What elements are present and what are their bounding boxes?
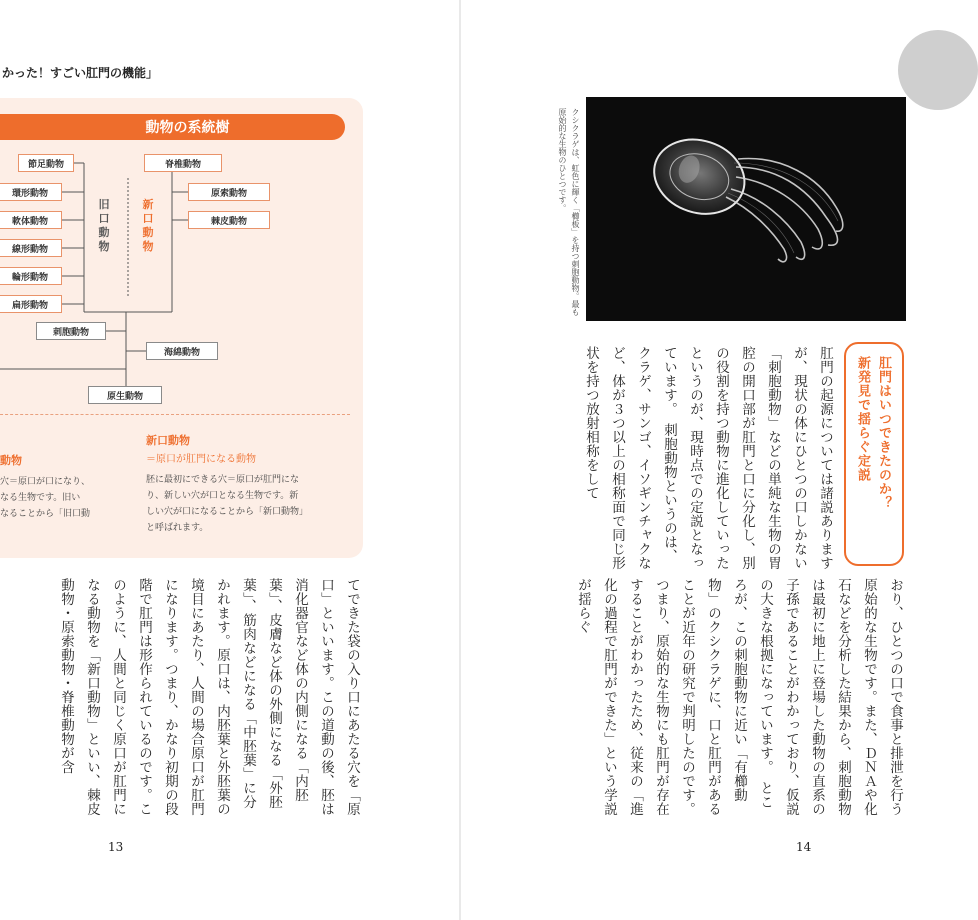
left-note-title: 動物 — [0, 454, 22, 467]
node-mollusca: 軟体動物 — [0, 211, 62, 229]
chapter-tab — [898, 30, 978, 110]
left-note-line: なることから「旧口動 — [0, 509, 91, 519]
node-platyhelminthes: 扁形動物 — [0, 295, 62, 313]
running-head: かった！すごい肛門の機能」 — [2, 66, 159, 80]
node-cnidaria: 刺胞動物 — [36, 322, 106, 340]
node-protochordata: 原索動物 — [188, 183, 270, 201]
node-rotifera: 輪形動物 — [0, 267, 62, 285]
comb-jelly-image — [586, 97, 906, 321]
deuterostome-label: 新口動物 — [142, 198, 154, 253]
left-body-text: てできた袋の入り口にあたる穴を「原口」といいます。この道動の後、胚は消化器官など体の内側になる「内胚葉」、皮膚など体の外側になる「外胚葉」、筋肉などになる「中胚葉」に分かれます。原口は、内胚葉と外胚葉の境目にあたり、人間の場合原口が肛門になります。つまり、かなり初期の段階で肛門は形作られているのです。このように、人間と同じく原口が肛門になる動物を「新口動物」といい、棘皮動物・原索動物・脊椎動物が含 — [58, 578, 360, 816]
photo-caption: クシクラゲは、虹色に輝く「櫛板」を持つ刺胞動物。最も原始的な生物のひとつです。 — [558, 108, 580, 316]
right-note-title: 新口動物 — [146, 434, 190, 447]
section-heading-line2: 新発見で揺らぐ定説 — [855, 356, 870, 482]
page-number-left: 13 — [108, 840, 124, 854]
panel-divider — [0, 414, 350, 415]
right-note-line: しい穴が口になることから「新口動物」 — [146, 507, 309, 517]
protostome-label: 旧口動物 — [98, 198, 110, 253]
right-note-line: り、新しい穴が口となる生物です。新 — [146, 491, 299, 501]
right-note-body — [146, 472, 308, 536]
node-protozoa: 原生動物 — [88, 386, 162, 404]
node-echinodermata: 棘皮動物 — [188, 211, 270, 229]
node-arthropoda: 節足動物 — [18, 154, 74, 172]
left-note-line: なる生物です。旧い — [0, 493, 81, 503]
right-body-text-upper: 肛門の起源については諸説ありますが、現状の体にひとつの口しかない「刺胞動物」などの単純な生物の胃腔の開口部が肛門と口に分化し、別の役割を持つ動物に進化していったというのが、現時点での定説となっています。 刺胞動物というのは、クラゲ、サンゴ、イソギンチャクなど、体が３つ以上の相称面で同じ形状を持つ放射相称をして — [583, 346, 833, 570]
comb-jelly-photo — [586, 97, 906, 321]
node-nematoda: 線形動物 — [0, 239, 62, 257]
page-number-right: 14 — [796, 840, 812, 854]
node-vertebrata: 脊椎動物 — [144, 154, 222, 172]
right-note-subtitle: ＝原口が肛門になる動物 — [146, 454, 256, 465]
right-note-line: 胚に最初にできる穴＝原口が肛門にな — [146, 475, 300, 485]
right-body-text-lower: おり、ひとつの口で食事と排泄を行う原始的な生物です。また、ＤＮＡや化石などを分析した結果から、刺胞動物は最初に地上に登場した動物の直系の子孫であることがわかっており、仮説の大きな根拠になっています。 ところが、この刺胞動物に近い「有櫛動物」のクシクラゲに、口と肛門があることが近年の研究で判明したのです。 つまり、原始的な生物にも肛門が存在することがわかったため、従来の「進化の過程で肛門ができた」という学説が揺らぐ — [575, 578, 903, 824]
node-annelida: 環形動物 — [0, 183, 62, 201]
left-note-line: 穴＝原口が口になり、 — [0, 477, 91, 487]
left-note-body — [0, 474, 90, 522]
node-porifera: 海綿動物 — [146, 342, 218, 360]
section-heading-line1: 肛門はいつできたのか？ — [876, 356, 891, 510]
panel-title: 動物の系統樹 — [0, 114, 345, 140]
right-note-line: と呼ばれます。 — [146, 523, 209, 533]
